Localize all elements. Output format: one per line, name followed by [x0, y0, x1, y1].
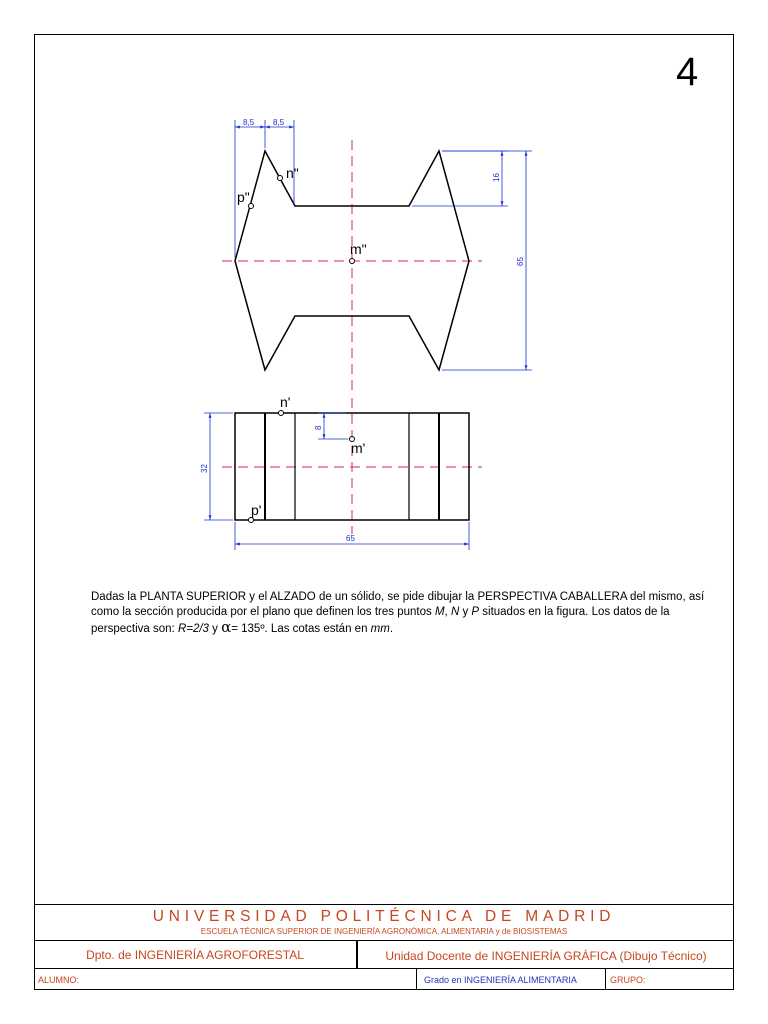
dimension-label-right-small: 16 — [492, 173, 501, 182]
title-block-divider — [34, 940, 734, 941]
statement-separator: , — [444, 606, 451, 618]
title-block-divider — [34, 904, 734, 905]
sheet-number: 4 — [676, 50, 699, 94]
plan-view — [200, 394, 482, 550]
point-p-plan-label: p' — [251, 502, 262, 518]
statement-text: situados en la figura. Los datos de la perspectiva son: — [91, 606, 670, 635]
dimension-label-plan-inner: 8 — [314, 425, 323, 430]
department-name: Dpto. de INGENIERÍA AGROFORESTAL — [86, 948, 304, 962]
point-m-plan-label: m' — [351, 440, 366, 456]
degree-name: Grado en INGENIERÍA ALIMENTARIA — [424, 975, 577, 985]
title-block-divider — [416, 968, 417, 990]
statement-text: Dadas la PLANTA SUPERIOR y el ALZADO de un sólido, se pide dibujar la PERSPECTIVA CABALLERA del mismo, así como la sección producida por el plano que definen los tres puntos — [91, 591, 705, 618]
statement-separator: y — [459, 606, 472, 618]
dimension-label-top-left-a: 8,5 — [243, 118, 255, 127]
elevation-view — [222, 118, 532, 392]
point-p-plan — [249, 518, 254, 523]
point-n-elevation-label: n" — [286, 165, 299, 181]
point-n-plan — [279, 411, 284, 416]
problem-statement — [91, 590, 711, 637]
point-p-elevation-label: p" — [237, 189, 250, 205]
ratio-value: R=2/3 — [177, 623, 209, 635]
university-name: UNIVERSIDAD POLITÉCNICA DE MADRID — [152, 908, 616, 925]
statement-text: . — [389, 623, 394, 635]
statement-text: = 135º. Las cotas están en — [231, 623, 371, 635]
title-block-divider — [34, 968, 734, 969]
point-n-plan-label: n' — [280, 394, 291, 410]
school-name: ESCUELA TÉCNICA SUPERIOR DE INGENIERÍA AGRONÓMICA, ALIMENTARIA y de BIOSISTEMAS — [200, 927, 568, 936]
point-n-elevation — [278, 176, 283, 181]
dimension-label-top-left-b: 8,5 — [273, 118, 285, 127]
dimension-label-right-total: 65 — [516, 257, 525, 266]
group-label: GRUPO: — [610, 975, 646, 985]
title-block-divider — [605, 968, 606, 990]
point-n-ref: N — [450, 606, 460, 618]
teaching-unit-name: Unidad Docente de INGENIERÍA GRÁFICA (Dibujo Técnico) — [385, 949, 707, 963]
statement-text: y — [208, 623, 222, 635]
dimension-label-plan-height: 32 — [200, 464, 209, 473]
student-label: ALUMNO: — [38, 975, 80, 985]
dimension-label-plan-width: 65 — [346, 534, 355, 543]
point-m-elevation-label: m" — [350, 241, 367, 257]
point-p-ref: P — [471, 606, 480, 618]
units-value: mm — [370, 623, 390, 635]
point-m-elevation — [350, 259, 355, 264]
title-block — [34, 904, 734, 990]
alpha-symbol: α — [221, 618, 232, 636]
point-m-ref: M — [434, 606, 445, 618]
